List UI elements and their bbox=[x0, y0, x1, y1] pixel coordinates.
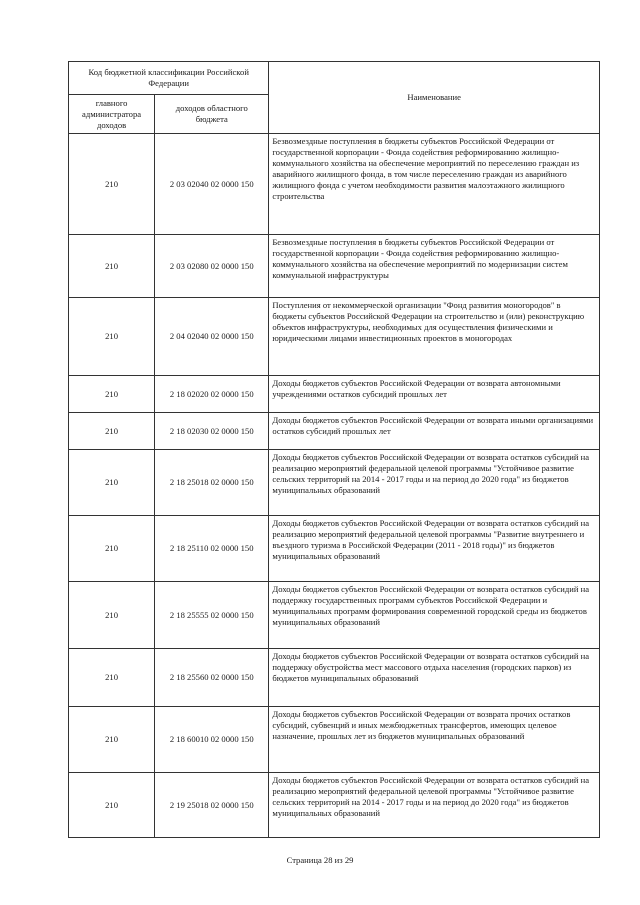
income-code-cell: 2 18 60010 02 0000 150 bbox=[155, 707, 269, 773]
table-row bbox=[69, 450, 600, 516]
document-page bbox=[68, 61, 600, 838]
table-row bbox=[69, 649, 600, 707]
admin-code-cell: 210 bbox=[69, 450, 155, 516]
income-name-cell: Доходы бюджетов субъектов Российской Федерации от возврата остатков субсидий на поддержку государственных программ субъектов Российской Федерации и муниципальных программ формирования современной городской среды из бюджетов муниципальных образований bbox=[269, 582, 600, 649]
income-code-cell: 2 18 02030 02 0000 150 bbox=[155, 413, 269, 450]
table-row bbox=[69, 134, 600, 235]
header-regional-income: доходов областного бюджета bbox=[155, 95, 269, 134]
budget-classification-table bbox=[68, 61, 600, 838]
header-classification-code: Код бюджетной классификации Российской Федерации bbox=[69, 62, 269, 95]
admin-code-cell: 210 bbox=[69, 235, 155, 298]
header-main-administrator: главного администратора доходов bbox=[69, 95, 155, 134]
income-name-cell: Доходы бюджетов субъектов Российской Федерации от возврата автономными учреждениями остатков субсидий прошлых лет bbox=[269, 376, 600, 413]
income-code-cell: 2 03 02080 02 0000 150 bbox=[155, 235, 269, 298]
income-code-cell: 2 19 25018 02 0000 150 bbox=[155, 773, 269, 838]
income-name-cell: Поступления от некоммерческой организации "Фонд развития моногородов" в бюджеты субъектов Российской Федерации на строительство и (или) реконструкцию объектов инфраструктуры, необходимых для осуществления физическими и юридическими лицами инвестиционных проектов в моногородах bbox=[269, 298, 600, 376]
income-name-cell: Доходы бюджетов субъектов Российской Федерации от возврата прочих остатков субсидий, субвенций и иных межбюджетных трансфертов, имеющих целевое назначение, прошлых лет из бюджетов муниципальных образований bbox=[269, 707, 600, 773]
admin-code-cell: 210 bbox=[69, 707, 155, 773]
table-row bbox=[69, 773, 600, 838]
income-code-cell: 2 18 25110 02 0000 150 bbox=[155, 516, 269, 582]
admin-code-cell: 210 bbox=[69, 134, 155, 235]
income-name-cell: Безвозмездные поступления в бюджеты субъектов Российской Федерации от государственной корпорации - Фонда содействия реформированию жилищно-коммунального хозяйства на обеспечение мероприятий по переселению граждан из аварийного жилищного фонда, в том числе переселению граждан из аварийного жилищного фонда с учетом необходимости развития малоэтажного жилищного строительства bbox=[269, 134, 600, 235]
income-name-cell: Доходы бюджетов субъектов Российской Федерации от возврата остатков субсидий на поддержку обустройства мест массового отдыха населения (городских парков) из бюджетов муниципальных образований bbox=[269, 649, 600, 707]
admin-code-cell: 210 bbox=[69, 376, 155, 413]
income-code-cell: 2 18 02020 02 0000 150 bbox=[155, 376, 269, 413]
table-row bbox=[69, 413, 600, 450]
admin-code-cell: 210 bbox=[69, 649, 155, 707]
admin-code-cell: 210 bbox=[69, 773, 155, 838]
admin-code-cell: 210 bbox=[69, 582, 155, 649]
income-code-cell: 2 04 02040 02 0000 150 bbox=[155, 298, 269, 376]
income-code-cell: 2 03 02040 02 0000 150 bbox=[155, 134, 269, 235]
page-number: Страница 28 из 29 bbox=[286, 855, 354, 865]
income-name-cell: Доходы бюджетов субъектов Российской Федерации от возврата иными организациями остатков субсидий прошлых лет bbox=[269, 413, 600, 450]
table-row bbox=[69, 516, 600, 582]
admin-code-cell: 210 bbox=[69, 413, 155, 450]
income-name-cell: Доходы бюджетов субъектов Российской Федерации от возврата остатков субсидий на реализацию мероприятий федеральной целевой программы "Устойчивое развитие сельских территорий на 2014 - 2017 годы и на период до 2020 года" из бюджетов муниципальных образований bbox=[269, 450, 600, 516]
income-name-cell: Безвозмездные поступления в бюджеты субъектов Российской Федерации от государственной корпорации - Фонда содействия реформированию жилищно-коммунального хозяйства на обеспечение мероприятий по модернизации систем коммунальной инфраструктуры bbox=[269, 235, 600, 298]
income-code-cell: 2 18 25560 02 0000 150 bbox=[155, 649, 269, 707]
income-code-cell: 2 18 25018 02 0000 150 bbox=[155, 450, 269, 516]
income-code-cell: 2 18 25555 02 0000 150 bbox=[155, 582, 269, 649]
table-row bbox=[69, 376, 600, 413]
admin-code-cell: 210 bbox=[69, 298, 155, 376]
table-row bbox=[69, 707, 600, 773]
income-name-cell: Доходы бюджетов субъектов Российской Федерации от возврата остатков субсидий на реализацию мероприятий федеральной целевой программы "Устойчивое развитие сельских территорий на 2014 - 2017 годы и на период до 2020 года" из бюджетов муниципальных образований bbox=[269, 773, 600, 838]
income-name-cell: Доходы бюджетов субъектов Российской Федерации от возврата остатков субсидий на реализацию мероприятий федеральной целевой программы "Развитие внутреннего и въездного туризма в Российской Федерации (2011 - 2018 годы)" из бюджетов муниципальных образований bbox=[269, 516, 600, 582]
admin-code-cell: 210 bbox=[69, 516, 155, 582]
header-name: Наименование bbox=[269, 62, 600, 134]
table-row bbox=[69, 298, 600, 376]
table-row bbox=[69, 235, 600, 298]
table-row bbox=[69, 582, 600, 649]
